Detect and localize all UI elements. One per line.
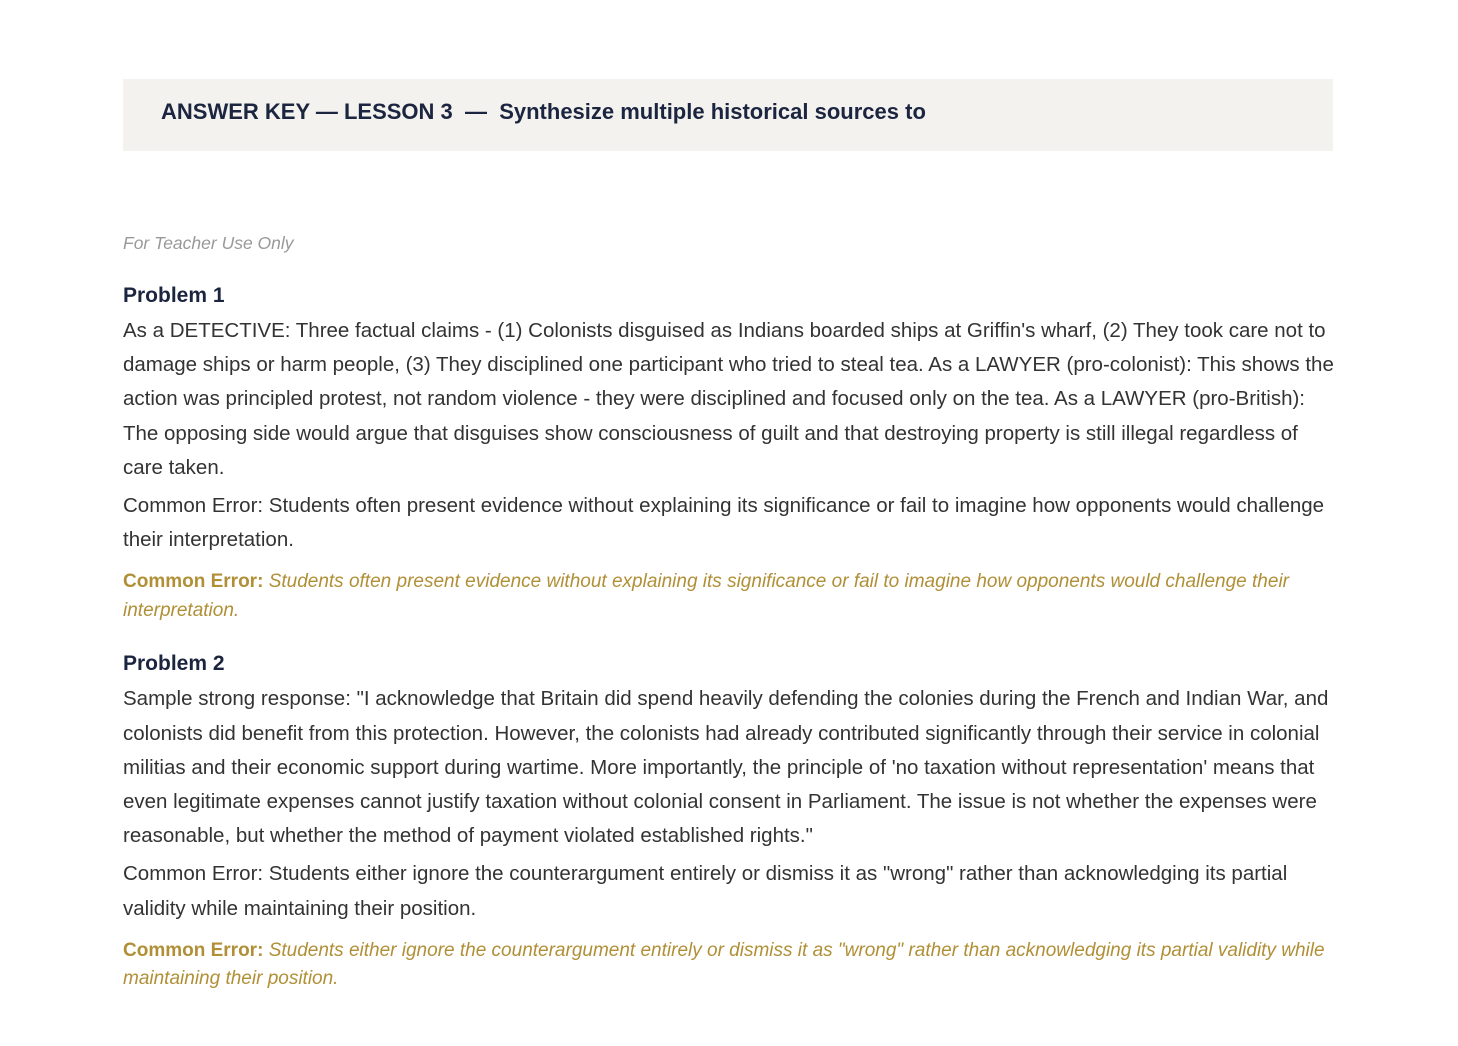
page-title: ANSWER KEY — LESSON 3 — Synthesize multiple historical sources to — [161, 99, 926, 124]
common-error-detail: Students often present evidence without explaining its significance or fail to imagine how opponents would challenge their interpretation. — [123, 571, 1289, 621]
common-error-callout — [123, 937, 1338, 994]
common-error-detail: Students either ignore the counterargument entirely or dismiss it as "wrong" rather than acknowledging its partial validity while maintaining their position. — [123, 939, 1325, 990]
problem-answer: Sample strong response: "I acknowledge that Britain did spend heavily defending the colonies during the French and Indian War, and colonists did benefit from this protection. However, the colonists had already contributed significantly through their service in colonial militias and their economic support during wartime. More importantly, the principle of 'no taxation without representation' means that even legitimate expenses cannot justify taxation without colonial consent in Parliament. The issue is not whether the expenses were reasonable, but whether the method of payment violated established rights." — [123, 687, 1329, 848]
problem-common-error-text: Common Error: Students often present evidence without explaining its significance or fail to imagine how opponents would challenge their interpretation. — [123, 494, 1325, 552]
common-error-callout — [123, 568, 1338, 625]
problem-heading: Problem 1 — [123, 284, 225, 307]
header-band — [123, 79, 1333, 151]
common-error-label: Common Error: — [123, 939, 264, 961]
problem-1 — [123, 282, 1338, 625]
teacher-use-note: For Teacher Use Only — [123, 233, 294, 253]
problem-common-error-text: Common Error: Students either ignore the counterargument entirely or dismiss it as "wrong" rather than acknowledging its partial validity while maintaining their position. — [123, 862, 1288, 920]
common-error-label: Common Error: — [123, 571, 264, 593]
answer-key-content — [123, 229, 1338, 994]
problem-2 — [123, 650, 1338, 993]
problem-heading: Problem 2 — [123, 652, 225, 676]
problem-answer: As a DETECTIVE: Three factual claims - (1) Colonists disguised as Indians boarded ships at Griffin's wharf, (2) They took care not to damage ships or harm people, (3) They disciplined one participant who tried to steal tea. As a LAWYER (pro-colonist): This shows the action was principled protest, not random violence - they were disciplined and focused only on the tea. As a LAWYER (pro-British): The opposing side would argue that disguises show consciousness of guilt and that destroying property is still illegal regardless of care taken. — [123, 319, 1334, 479]
